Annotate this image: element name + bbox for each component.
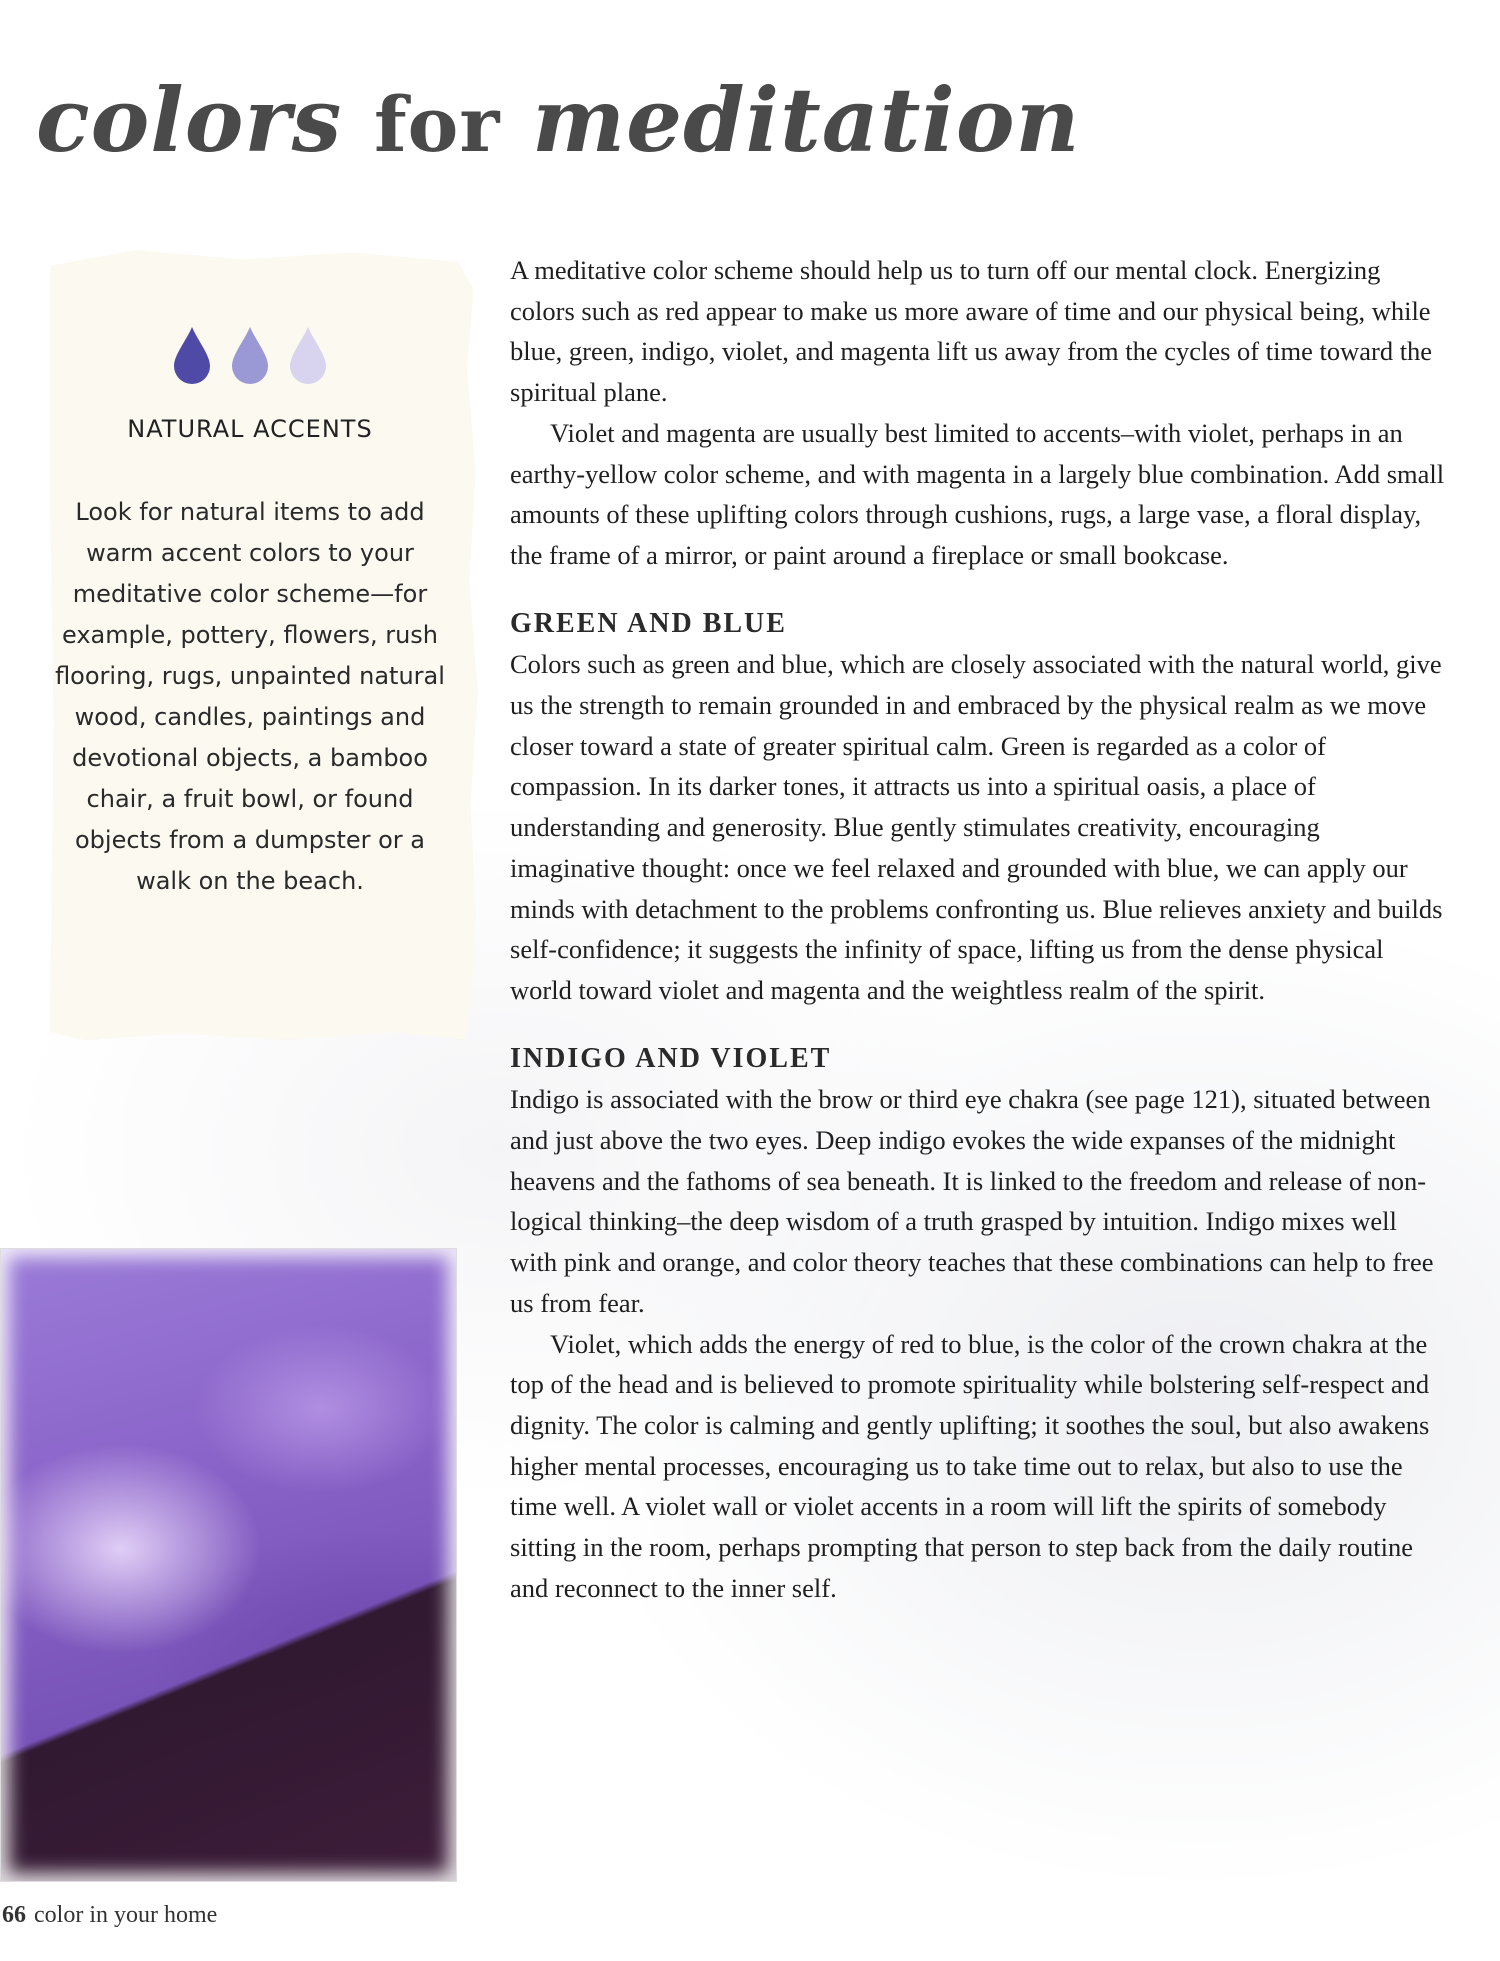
indigo-paragraph: Indigo is associated with the brow or third eye chakra (see page 121), situated between and just above the two eyes. Deep indigo evokes the wide expanses of the midnight heavens and the fathoms of sea beneath. It is linked to the freedom and release of non-logical thinking–the deep wisdom of a truth grasped by intuition. Indigo mixes well with pink and orange, and color theory teaches that these combinations can help to free us from fear. xyxy=(510,1084,1434,1318)
title-word-colors: colors xyxy=(36,68,343,172)
violet-paragraph: Violet, which adds the energy of red to blue, is the color of the crown chakra at the top of the head and is believed to promote spirituality while bolstering self-respect and dignity. The color is calming and gently uplifting; it soothes the soul, but also awakens higher mental processes, encouraging us to take time out to relax, but also to use the time well. A violet wall or violet accents in a room will lift the spirits of somebody sitting in the room, perhaps prompting that person to step back from the daily routine and reconnect to the inner self. xyxy=(510,1328,1430,1603)
title-word-for: for xyxy=(373,80,501,169)
drop-icons xyxy=(0,325,500,385)
green-blue-paragraph: Colors such as green and blue, which are closely associated with the natural world, give us the strength to remain grounded in and embraced by the physical realm as we move closer toward a state of greater spiritual calm. Green is regarded as a color of compassion. In its darker tones, it attracts us into a spiritual oasis, a place of understanding and generosity. Blue gently stimulates creativity, encouraging imaginative thought: once we feel relaxed and grounded with blue, we can apply our minds with detachment to the problems confronting us. Blue relieves anxiety and builds self-confidence; it suggests the infinity of space, lifting us from the dense physical world toward violet and magenta and the weightless realm of the spirit. xyxy=(510,649,1443,1005)
book-title: color in your home xyxy=(34,1902,218,1928)
section-heading-green-blue: GREEN AND BLUE xyxy=(510,607,787,639)
drop-light-shape xyxy=(290,327,326,384)
main-article xyxy=(510,250,1450,1609)
drop-dark-shape xyxy=(174,327,210,384)
violet-room-photo xyxy=(0,1248,457,1882)
intro-paragraph-2: Violet and magenta are usually best limited to accents–with violet, perhaps in an earthy-yellow color scheme, and with magenta in a largely blue combination. Add small amounts of these uplifting colors through cushions, rugs, a large vase, a floral display, the frame of a mirror, or paint around a fireplace or small bookcase. xyxy=(510,417,1445,570)
drop-mid-shape xyxy=(232,327,268,384)
water-drop-icon xyxy=(287,325,329,385)
sidebar-heading: NATURAL ACCENTS xyxy=(127,415,373,443)
title-word-meditation: meditation xyxy=(532,68,1081,172)
page-footer xyxy=(2,1902,217,1929)
page-number: 66 xyxy=(2,1902,26,1928)
page-title xyxy=(36,68,1081,172)
water-drop-icon xyxy=(171,325,213,385)
section-heading-indigo-violet: INDIGO AND VIOLET xyxy=(510,1042,832,1074)
intro-paragraph-1: A meditative color scheme should help us to turn off our mental clock. Energizing colors such as red appear to make us more aware of time and our physical being, while blue, green, indigo, violet, and magenta lift us away from the cycles of time toward the spiritual plane. xyxy=(510,255,1433,408)
water-drop-icon xyxy=(229,325,271,385)
sidebar-body: Look for natural items to add warm accent colors to your meditative color scheme—for example, pottery, flowers, rush flooring, rugs, unpainted natural wood, candles, paintings and devotional objects, a bamboo chair, a fruit bowl, or found objects from a dumpster or a walk on the beach. xyxy=(55,498,445,895)
